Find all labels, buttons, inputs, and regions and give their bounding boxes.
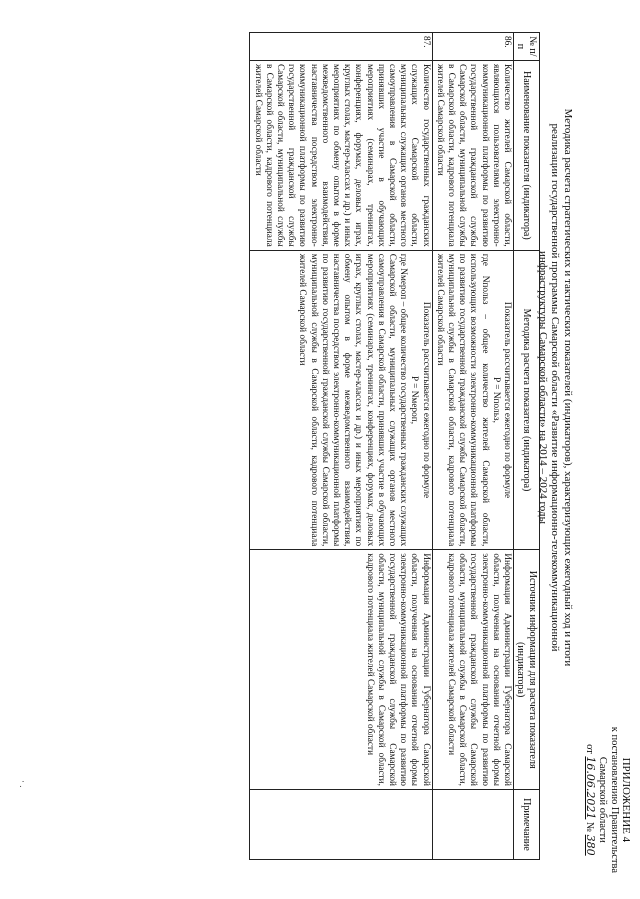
- handwritten-number: 380: [584, 834, 597, 856]
- header-number: № п/п: [514, 33, 540, 61]
- source-cell: Информация Администрации Губернатора Самарской области, полученная на основании отчетной формы электронно-коммуникационной платформы по развитию государственной гражданской службы Самарской области, муниципальной службы в Самарской области, кадрового потенциала жителей Самарской области: [250, 550, 432, 790]
- handwritten-date: 16.06.2021: [584, 756, 597, 820]
- table-row: [432, 33, 513, 860]
- row-number: 86.: [432, 33, 513, 61]
- indicators-table: [249, 32, 540, 860]
- indicator-name: Количество жителей Самарской области, являющихся пользователями электронно-коммуникационной платформы по развитию государственной гражданской службы Самарской области, муниципальной службы в Самарской области, кадрового потенциала жителей Самарской области: [432, 60, 513, 250]
- document-title: Методика расчета стратегических и тактических показателей (индикаторов), характеризующих ежегодный ход и итоги реализации государственной программы Самарской области «Развитие информационно-телекоммуникационной инфраструктуры Самарской области» на 2014 – 2024 годы: [537, 108, 574, 667]
- appendix-date-line: [583, 727, 596, 873]
- table-header-row: [514, 33, 540, 860]
- appendix-block: [583, 727, 632, 873]
- method-text: где Nмероп – общее количество государственных гражданских служащих Самарской области, муниципальных служащих органов местного самоуправления в Самарской области, принявших участие в обучающих мероприятиях (семинарах, тренингах, конференциях, форумах, деловых играх, круглых столах, мастер-классах и др.) и иных мероприятиях по обмену опытом в форме межведомственного взаимодействия, наставничества посредством электронно-коммуникационной платформы по развитию государственной гражданской службы Самарской области, муниципальной службы в Самарской области, кадрового потенциала жителей Самарской области: [297, 253, 409, 547]
- scan-specks: · .: [18, 780, 28, 788]
- method-formula: P = Nпольз,: [490, 377, 501, 423]
- number-prefix: №: [584, 822, 595, 833]
- appendix-line-2: Самарской области: [597, 756, 608, 843]
- method-intro: Показатель рассчитывается ежегодно по формуле: [420, 301, 431, 499]
- appendix-number: ПРИЛОЖЕНИЕ 4: [620, 757, 632, 843]
- method-cell: [432, 250, 513, 550]
- method-intro: Показатель рассчитывается ежегодно по формуле: [502, 301, 512, 499]
- row-number: 87.: [250, 33, 432, 61]
- date-prefix: от: [584, 744, 595, 754]
- method-cell: [250, 250, 432, 550]
- method-text: где Nпольз – общее количество жителей Самарской области, использующих возможности электронно-коммуникационной платформы по развитию государственной гражданской службы Самарской области, муниципальной службы в Самарской области, кадрового потенциала жителей Самарской области: [434, 253, 490, 547]
- header-source: Источник информации для расчета показателя (индикатора): [514, 550, 540, 790]
- indicator-name: Количество государственных гражданских служащих Самарской области, муниципальных служащих органов местного самоуправления в Самарской области, принявших участие в обучающих мероприятиях (семинарах, тренингах, конференциях, форумах, деловых играх, круглых столах, мастер-классах и др.) и иных мероприятиях по обмену опытом в форме межведомственного взаимодействия, наставничества посредством электронно-коммуникационной платформы по развитию государственной гражданской службы Самарской области, муниципальной службы в Самарской области, кадрового потенциала жителей Самарской области: [250, 60, 432, 250]
- method-formula: P = Nмероп,: [409, 376, 420, 425]
- note-cell: [250, 789, 432, 859]
- source-cell: Информация Администрации Губернатора Самарской области, полученная на основании отчетной формы электронно-коммуникационной платформы по развитию государственной гражданской службы Самарской области, муниципальной службы в Самарской области, кадрового потенциала жителей Самарской области: [432, 550, 513, 790]
- header-method: Методика расчета показателя (индикатора): [514, 250, 540, 550]
- header-note: Примечание: [514, 789, 540, 859]
- table-row: [250, 33, 432, 860]
- appendix-line-1: к постановлению Правительства: [609, 726, 620, 873]
- note-cell: [432, 789, 513, 859]
- header-name: Наименование показателя (индикатора): [514, 60, 540, 250]
